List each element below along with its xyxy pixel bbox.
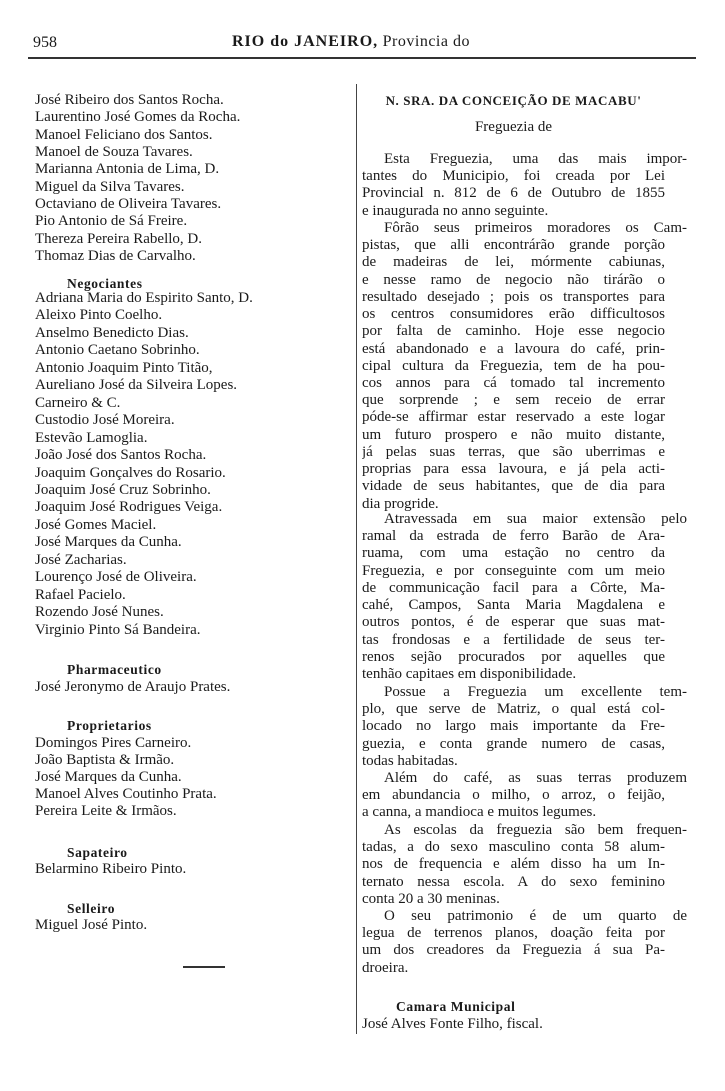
name-entry: Antonio Caetano Sobrinho. <box>35 342 200 359</box>
name-entry: Joaquim José Rodrigues Veiga. <box>35 499 223 516</box>
paragraph-line: dia progride. <box>362 495 439 512</box>
section-title: N. SRA. DA CONCEIÇÃO DE MACABU' <box>385 93 642 108</box>
paragraph-line: um futuro prospero e não muito distante, <box>362 426 665 443</box>
paragraph-line: de communicação facil para a Côrte, Ma- <box>362 579 665 596</box>
name-entry: Joaquim Gonçalves do Rosario. <box>35 464 226 481</box>
section-heading: Sapateiro <box>67 845 128 860</box>
name-entry: Anselmo Benedicto Dias. <box>35 324 189 341</box>
name-entry: Rozendo José Nunes. <box>35 604 164 621</box>
name-entry: José Alves Fonte Filho, fiscal. <box>362 1016 543 1032</box>
paragraph-line: cahé, Campos, Santa Maria Magdalena e <box>362 597 665 614</box>
name-entry: Estevão Lamoglia. <box>35 429 148 446</box>
paragraph-line: pistas, que alli encontrárão grande porção <box>362 237 665 254</box>
name-entry: Belarmino Ribeiro Pinto. <box>35 861 187 877</box>
paragraph-line: vidade de seus habitantes, que de dia para <box>362 478 665 495</box>
paragraph-line: está abandonado e a lavoura do café, prin- <box>362 340 665 357</box>
name-entry: Aleixo Pinto Coelho. <box>35 307 163 324</box>
paragraph-line: já pelas suas terras, que são uberrimas e <box>362 443 665 460</box>
paragraph-line: droeira. <box>362 959 409 976</box>
running-header-rest: Provincia do <box>382 33 470 50</box>
name-entry: Antonio Joaquim Pinto Titão, <box>35 359 213 376</box>
paragraph-line: ternato nessa escola. A do sexo feminino <box>362 873 665 890</box>
paragraph-line: póde-se affirmar estar reservado a este logar <box>362 409 665 426</box>
running-header-bold: RIO do JANEIRO, <box>232 33 379 50</box>
paragraph-line: a canna, a mandioca e muitos legumes. <box>362 804 597 821</box>
name-entry: Thomaz Dias de Carvalho. <box>35 247 196 264</box>
paragraph-line: plo, que serve de Matriz, o qual está col- <box>362 701 665 718</box>
name-entry: Rafael Pacielo. <box>35 586 126 603</box>
name-entry: Octaviano de Oliveira Tavares. <box>35 195 222 212</box>
page-number: 958 <box>33 34 57 51</box>
paragraph-line: cipal cultura da Freguezia, tem de ha pou- <box>362 357 665 374</box>
paragraph-line: tas frondosas e a fertilidade de seus ter- <box>362 631 665 648</box>
section-subtitle: Freguezia de <box>474 119 553 135</box>
name-entry: José Ribeiro dos Santos Rocha. <box>35 92 224 108</box>
name-entry: José Marques da Cunha. <box>35 769 182 785</box>
paragraph-line: os centros consumidores erão difficultosos <box>362 306 665 323</box>
paragraph-line: de madeiras de lei, mórmente cabiunas, <box>362 254 665 271</box>
paragraph-line: um dos creadores da Freguezia á sua Pa- <box>362 942 665 959</box>
name-entry: João José dos Santos Rocha. <box>35 447 207 464</box>
name-entry: José Marques da Cunha. <box>35 534 182 551</box>
paragraph-line: tantes do Municipio, foi creada por Lei <box>362 168 665 185</box>
section-heading: Negociantes <box>67 276 143 291</box>
column-divider <box>356 84 357 1034</box>
paragraph-line: resultado desejado ; pois os transportes para <box>362 288 665 305</box>
name-entry: Thereza Pereira Rabello, D. <box>35 230 202 247</box>
paragraph-line: legua de terrenos planos, doação feita por <box>362 925 665 942</box>
paragraph-line: e inaugurada no anno seguinte. <box>362 202 549 219</box>
paragraph-line: ruama, com uma estação no centro da <box>362 545 665 562</box>
name-entry: Virginio Pinto Sá Bandeira. <box>35 621 201 638</box>
paragraph-line: renos sejão procurados por aquelles que <box>362 648 665 665</box>
section-heading: Proprietarios <box>67 718 152 733</box>
name-entry: Aureliano José da Silveira Lopes. <box>35 377 238 394</box>
name-entry: Miguel da Silva Tavares. <box>35 178 185 195</box>
name-entry: Laurentino José Gomes da Rocha. <box>35 109 241 126</box>
name-entry: Manoel Alves Coutinho Prata. <box>35 786 217 802</box>
name-entry: Miguel José Pinto. <box>35 917 148 933</box>
section-heading: Selleiro <box>67 901 116 916</box>
right-column <box>362 0 687 1091</box>
paragraph-line: tenhão capitaes em disponibilidade. <box>362 665 577 682</box>
paragraph-line: Além do café, as suas terras produzem <box>384 770 687 786</box>
paragraph-line: nos de frequencia e além disso ha um In- <box>362 856 665 873</box>
paragraph-line: por falta de caminho. Hoje esse negocio <box>362 323 665 340</box>
left-column <box>35 0 335 1091</box>
paragraph-line: conta 20 a 30 meninas. <box>362 890 500 907</box>
paragraph-line: Esta Freguezia, uma das mais impor- <box>384 151 687 167</box>
name-entry: Marianna Antonia de Lima, D. <box>35 161 220 178</box>
paragraph-line: Fôrão seus primeiros moradores os Cam- <box>384 220 687 236</box>
name-entry: José Gomes Maciel. <box>35 516 157 533</box>
name-entry: José Zacharias. <box>35 551 127 568</box>
paragraph-line: em abundancia o milho, o arroz, o feijão, <box>362 787 665 804</box>
paragraph-line: todas habitadas. <box>362 752 458 769</box>
name-entry: Domingos Pires Carneiro. <box>35 735 192 751</box>
name-entry: João Baptista & Irmão. <box>35 752 175 768</box>
paragraph-line: tadas, a do sexo masculino conta 58 alum- <box>362 839 665 856</box>
paragraph-line: locado no largo mais importante da Fre- <box>362 718 665 735</box>
name-entry: José Jeronymo de Araujo Prates. <box>35 679 231 695</box>
name-entry: Joaquim José Cruz Sobrinho. <box>35 481 211 498</box>
section-heading: Camara Municipal <box>396 999 516 1014</box>
paragraph-line: que sorprende ; e sem receio de errar <box>362 392 665 409</box>
paragraph-line: cos annos para cá tomado tal incremento <box>362 374 665 391</box>
name-entry: Pereira Leite & Irmãos. <box>35 803 177 819</box>
name-entry: Manoel de Souza Tavares. <box>35 143 193 160</box>
paragraph-line: O seu patrimonio é de um quarto de <box>384 908 687 924</box>
name-entry: Lourenço José de Oliveira. <box>35 569 197 586</box>
paragraph-line: ramal da estrada de ferro Barão de Ara- <box>362 528 665 545</box>
paragraph-line: Possue a Freguezia um excellente tem- <box>384 684 687 700</box>
paragraph-line: Atravessada em sua maior extensão pelo <box>384 511 687 527</box>
paragraph-line: outros pontos, é de esperar que suas mat- <box>362 614 665 631</box>
paragraph-line: Freguezia, e por conseguinte com um meio <box>362 562 665 579</box>
name-entry: Adriana Maria do Espirito Santo, D. <box>35 290 253 306</box>
name-entry: Pio Antonio de Sá Freire. <box>35 213 188 230</box>
name-entry: Manoel Feliciano dos Santos. <box>35 126 213 143</box>
name-entry: Carneiro & C. <box>35 394 121 411</box>
paragraph-line: proprias para essa lavoura, e já pela acti- <box>362 461 665 478</box>
paragraph-line: guezia, e conta grande numero de casas, <box>362 735 665 752</box>
paragraph-line: As escolas da freguezia são bem frequen- <box>384 822 687 838</box>
paragraph-line: e nesse ramo de negocio não tirárão o <box>362 271 665 288</box>
section-heading: Pharmaceutico <box>67 662 162 677</box>
paragraph-line: Provincial n. 812 de 6 de Outubro de 1855 <box>362 185 665 202</box>
name-entry: Custodio José Moreira. <box>35 412 175 429</box>
